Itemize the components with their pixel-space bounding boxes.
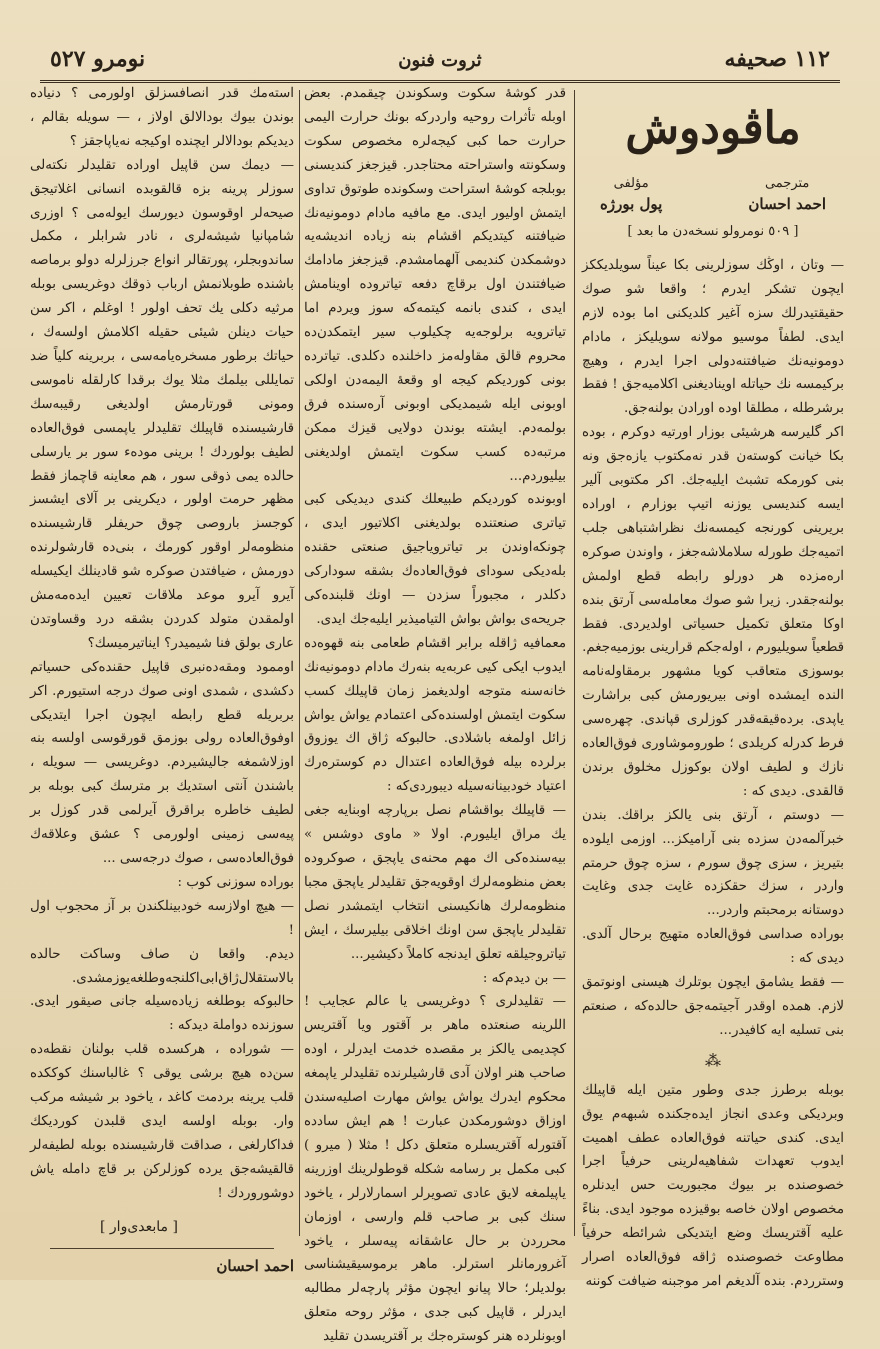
to-be-continued: [ مابعدی‌وار ] — [100, 1218, 178, 1235]
author-label: مؤلفی — [613, 176, 649, 191]
page-header — [40, 40, 840, 80]
paragraph: — هیچ اولازسه خودبینلكندن بر آز محجوب اول ! — [30, 898, 294, 938]
translator-name: احمد احسان — [748, 195, 826, 213]
paragraph: — بن دیدم‌كه : — [482, 970, 566, 986]
column-left — [30, 82, 294, 1275]
paragraph: اوبونده كوردیكم طبیعلك كندی دیدیكی كبی تیاتری صنعتنده بولدیغنی اكلاتیور ایدی ، چونكه‌اوندن بر تیاترویاجیق صنعتی حقنده بله‌دیكی سوداى فوق‌العاده‌ك بشقه سوداركی دكلدر ، مجبوراً سزدن — اونك قلبنده‌كی جریحه‌ی بواش بواش التیامیذیر ایلیه‌جك ایدی. — [304, 492, 566, 627]
paragraph: بوراده سوزنی كوب : — [177, 874, 294, 890]
paragraph: — شوراده ، هركسده قلب بولنان نقطه‌ده سن‌ده هیچ برشی یوقی ؟ غالباسنك كوككده قلب یرینه بردمت كاغد ، یاخود بر شیشه مركب وار. بوبله اولسه ایدی قلبدن كوردیكك فداكارلغی ، صداقت قارشیسنده بوبله لطیفه‌لر قالقیشه‌جق یرده كوزلركن بر قاچ دامله یاش دوشوروردك ! — [30, 1042, 294, 1201]
translator-signature: احمد احسان — [216, 1256, 294, 1275]
translator-credit — [748, 174, 826, 214]
translator-label: مترجمی — [764, 176, 810, 191]
column-divider — [299, 90, 300, 1236]
author-credit — [600, 174, 662, 214]
column-right — [582, 82, 844, 1289]
author-name: پول بورژه — [600, 195, 663, 213]
paragraph: — دوستم ، آرتق بنی یالكز براقك. بندن خبرآلمه‌دن سزده بنی آرامیكز... اوزمی ایلوده بتیریز ، سزی چوق سورم ، سزه چوق حرمتم واردر ، سزك حقكزده غایت جدی وغایت دوستانه برمحبتم واردر... — [582, 807, 844, 919]
article-title: ماڤودوش — [625, 103, 801, 154]
page-number: ١١٢ صحيفه — [724, 46, 830, 72]
paragraph: — دیمك سن قاپیل اوراده تقلیدلر نكته‌لی سوزلر پرینه بزه قالقوبده انسانی اغلاتیجق صیحه‌لر اوقوسون دیورسك ایوله‌می ؟ اوزری شامپانیا شیشه‌لری ، نادر شرابلر ، مكمل ساندوبجلر، پورتقالر انواع جرزلرله دولو برماصه باشنده طوبلانمش ارباب ذوقك دوغریسی بوبله مرثیه دكلی یك تحف اولور ! اوغلم ، اكر سن حیات دینلن شیئی حقیله اكلامش اولسه‌ك ، حیاتك برطور مسخره‌یامه‌سی ، بربرینه كلیاً ضد تمایللی بیلمك مثلا یوك برقدا كارلقله ناموسی ومونی قورتارمش اولدیغی رقیبه‌سك قارشیسنده قاپیلك تقلیدلر یاپمسی فوق‌العاده لطیف بولوردك ! برینی مودهء سور بر یارسلی حالده یمی ذوقی سور ، هم معاینه قاچماز فقط مظهر حرمت اولور ، دیكرینی بر آلای ایشسز كوجسز باروصی چوق حریفلر قارشیسنده منظومه‌لر اوقور كورمك ، بنی‌ده قارشولرنده دورمش ، ضیافتدن صوكره شو قادینلك ایكیسله آیرو آیرو موعد ملاقات تعیین ایده‌مه‌مش اولمقدن متولد كدردن بشقه درد وقساوتدن عاری بولق فنا شیمیدر؟ ایناتیرمیسك؟ — [30, 157, 294, 651]
signature-rule — [50, 1248, 274, 1249]
paragraph: — وتان ، اوڭك سوزلرینی بكا عیناً سویلدیككز ایچون تشكر ایدرم ؛ واقعا شو صوك حقیقتیدرلك سزه آغیر كلدیكنی اما بوده لازم ایدی. لطفاً موسیو مولانه سویلیكز ، مادام دومونیه‌نك ضیافتنه‌دولی اجرا ایدرم ، وهیچ بركیمسه نك حیاتله اوینادیغنی اكلامیه‌جق ! فقط برشرطله ، مطلقا اوده اورادن بولنه‌جق. — [582, 257, 844, 417]
issue-number: نومرو ٥٢٧ — [50, 46, 146, 72]
paragraph: دیدم. واقعا ن صاف وساكت حالده بالاستقلال‌ژاق‌ابی‌اكلنجه‌وطلغه‌یوزمشدی. حالبوكه بوطلغه زیاده‌سیله جانی صیقور ایدی. سوزنده دواملة دیدكه : — [30, 946, 294, 1034]
paragraph: — تقلیدلری ؟ دوغریسی یا عالم عجایب ! اللرینه صنعتده ماهر بر آقتور ویا آقتریس كچدیمی یالكز بر مقصده خدمت ایدرلر ، اوده صاحب هنر اولان آدی قارشیلرنده تقلیدلر یاپمغه محكوم ایدرك یواش یواش مهارت اصلیه‌سندن اوزاق دوشورمكدن عبارت ! هم ایش سادده آقتورله آقتریسلره متعلق دكل ! مثلا ( میرو ) كبی مكمل بر رسامه شكله قوطولرینك اوزرینه یاپیلمغه لایق عادی تصویرلر اسمارلارلر ، یاخود سنك كبی بر صاحب قلم وارسی ، اوزمان محرردن بر حال عاشقانه پیه‌سلر ، یاخود آغرورمانلر استرلر. ماهر برموسیقیشناسی بولدیلر؛ حالا پیانو ایچون مؤثر پارچه‌لر مطالبه ایدرلر ، قاپیل كبی جدی ، مؤثر روحه متعلق اوبونلرده هنر كوستره‌جك بر آقتریسدن تقلید — [304, 994, 566, 1345]
paragraph: قدر كوشه‌ٔ سكوت وسكوندن چیقمدم. بعض اوبله تأثرات روحیه واردركه بونك حرارت الیمی حرارت حما كبی كیجه‌لره مخصوص سكوت وسكونته واستراحته محتاجدر. قیزجغز كندیسنی بوبلجه كوشه‌ٔ استراحت وسكونده طوتوق تداوی ایتمش اولیور ایدی. مع مافیه مادام دومونیه‌نك ضیافتنه كیتدیكم اقشام بنه زیاده اندیشه‌یه دوشمكدن كندیمی آلهمامشدم. قیزجغز مادامك ضیافتندن اول برقاچ دفعه تیاتروده اوینامش ایدی ، كندی بانمه كیتمه‌كه سوز ویردم اما تیاترویه برلوجه‌یه چكیلوب سیر ایتمكدن‌ده محروم قالق مقاوله‌مز داخلنده دكلدی. تیاترده بونی كوردیكم كیجه او وقعه‌ٔ الیمه‌دن اولكی اوبونی ایله شیمدیكی اوبونی آره‌سنده فرق بولمه‌دم. ایشته بوندن دولایی قیزك ممكن مرتبه‌ده كسب سكوت ایتمش اولدیغنی بیلیوردم... — [304, 86, 566, 484]
article-credits — [582, 174, 844, 214]
continuation-note: [ ٥٠٩ نومرولو نسخه‌دن ما بعد ] — [627, 224, 799, 239]
paragraph: بوراده صداسی فوق‌العاده متهیج برحال آلدی. دیدی كه : — [582, 927, 844, 967]
paragraph: بوسوزی متعاقب كویا مشهور برمقاوله‌نامه النده ایمشده اونی بیریورمش كبی براشارت یاپدی. برده‌قیقه‌قدر كوزلری قپاندی. چهره‌سی فرط كدرله كریلدی ؛ طوروموشاوری فوق‌العاده نازك و لطیف اولان بوكوزل مخلوق برندن قالقدی. دیدی كه : — [582, 664, 844, 799]
column-divider — [574, 90, 575, 1236]
paragraph: معمافیه ژاقله برابر اقشام طعامی بنه قهوه‌ده ایدوب ایكی كیی عربه‌یه بنه‌رك مادام دومونیه‌نك خانه‌سنه متوجه اولدیغمز زمان قاپیلك كسب سكوت ایتمش اولسنده‌كی اعتمادم یواش یواش زائل اولمغه باشلادی. حالبوكه ژاق اك یوزوق برلرده بیله فوق‌العاده اعتدال دم كوستره‌رك اعتیاد خودبینانه‌سیله دیبوردی‌كه : — [303, 635, 566, 795]
paragraph: اوممود ومقه‌ده‌نبری قاپیل حقنده‌كی حسیاتم دكشدی ، شمدی اونی صوك درجه استیورم. اكر بربریله قطع رابطه ایچون اجرا ایتدیكی اوفوق‌العاده رولی بوزمق قورقوسی اولسه بنه اوزلاشمغه جالیشیردم. دوغریسی — سویله ، باشندن آنتی استدیك بر مترسك كبی بوبله بر لطیف خاطره براقرق آیرلمی قدر كوزل بر پیه‌سی زمینی اولورمی ؟ عشق وعلاقه‌ك فوق‌العاده‌سی ، صوك درجه‌سی ... — [30, 659, 294, 866]
paragraph: بوبله برطرز جدی وطور متین ایله قاپیلك وبردیكی وعدی انجاز ایده‌جكنده شبهه‌م یوق ایدی. كندی حیاتنه فوق‌العاده عطف اهمیت ایدوب تعهدات شفاهیه‌لرینی حرفیاً اجرا خصوصنده بر بیوك مجبوریت حس ایدنلره مخصوص اولان خاصه بوقیزده موجود ایدی. بناءً علیه آقتریسك وضع ایتدیكی شرائطه حرفیاً مطاوعت خصوصنده ژاقه فوق‌العاده اصرار وسترردم. بنده آلدیغم امر موجبنه ضیافت كوننه — [582, 1082, 844, 1289]
paragraph: استه‌مك قدر انصافسزلق اولورمی ؟ دنیاده بوندن بیوك بودالالق اولاز ، — سویله بقالم ، دیدیكم بودالالر ایچنده اوكیجه نه‌یاپاجقز ؟ — [30, 86, 294, 149]
paragraph: — فقط یشامق ایچون بوتلرك هیسنی اونوتمق لازم. همده اوقدر آجیتمه‌جق حالده‌كه ، صنعتم بنی تسلیه ایه كافیدر... — [582, 975, 844, 1038]
column-middle — [303, 82, 566, 1345]
paragraph: — قاپیلك بواقشام نصل برپارچه اوبنایه جغی یك مراق ایلیورم. اولا « ماوی دوشس » بیه‌سنده‌كی اك مهم محنه‌ی یاپجق ، صوكروده بعض منظومه‌لرك اوقویه‌جق تقلیدلر یاپجق مجبا منظومه‌لرك هانكیسنی انتخاب ایتمشدر نصل تقلیدلر یاپجق سن اونك اخلاقی بیلیرسك ، ایش تیاتروجیلقه تعلق ایدنجه كاملاً دكیشیر... — [304, 803, 566, 962]
section-separator: ⁂ — [705, 1050, 721, 1070]
journal-name: ثروت فنون — [398, 50, 482, 71]
paragraph: اكر گلیرسه هرشیئی بوزار اورتیه دوكرم ، بوده بكا خیانت كوسته‌ن قدر نه‌مكتوب یازه‌جق ونه‌ بنی كورمكه تشبث ایلیه‌جك. اكر مكتوبی آلیر ایسه‌ كندیسی یوزنه اتیپ بوزارم ، اوراده بریرینی كورنجه كیمسه‌نك نظراشتباهی جلب اتمیه‌جك طورله سلاملاشه‌جغز ، واوندن صوكره اره‌مزده هر دورلو رابطه قطع اولمش بولنه‌جقدر. زیرا شو صوك معامله‌سی آرتق بنده اوكا متعلق تكمیل حسیاتی اولدیردی. فقط قطعیاً سویلیورم ، اوله‌جكم قرارینی بوزمیه‌جغم. — [582, 425, 844, 656]
